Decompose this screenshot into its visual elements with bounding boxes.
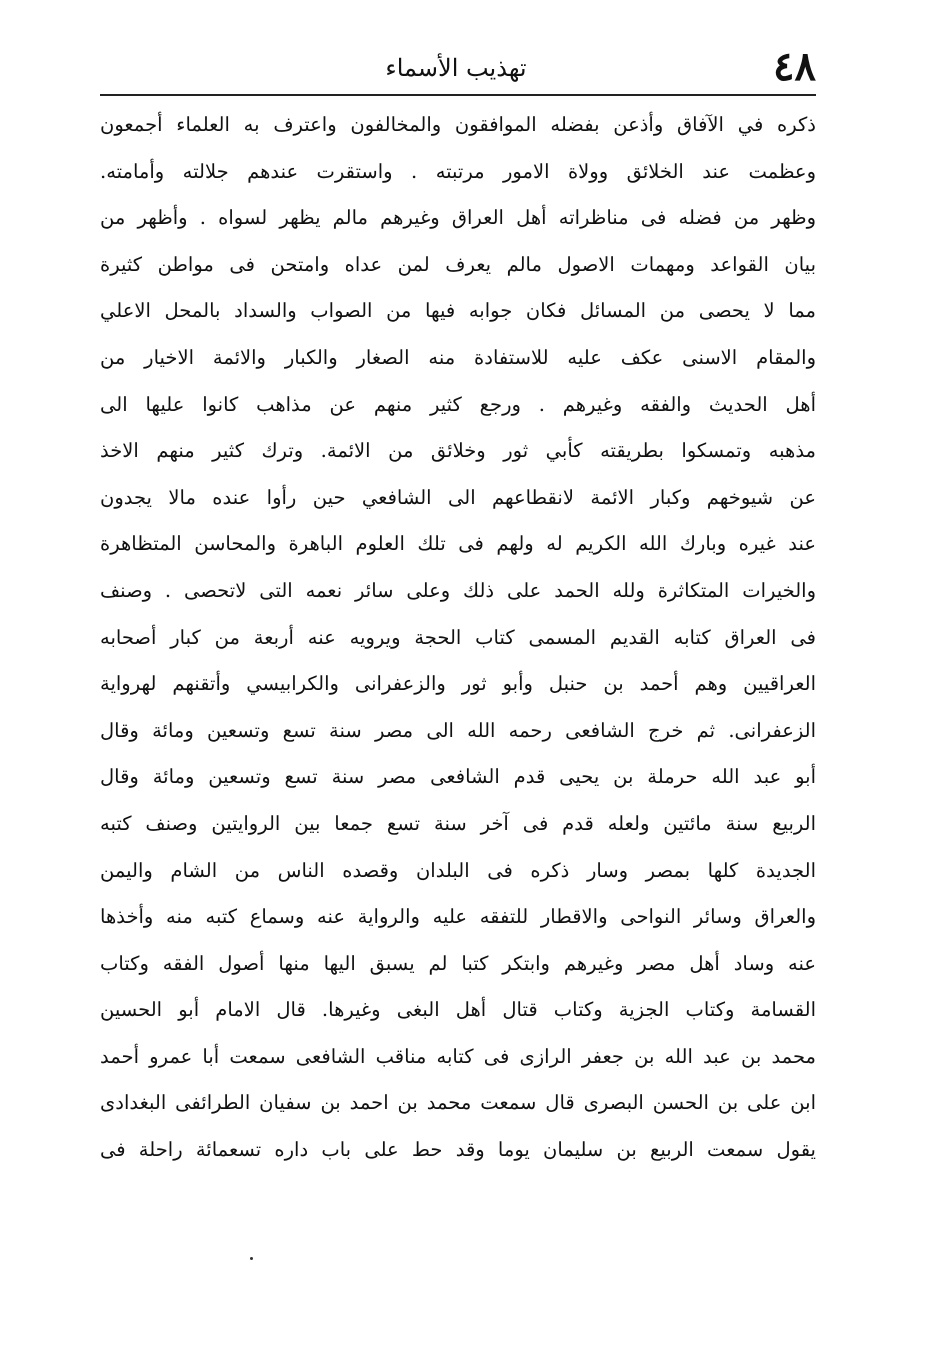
- text-line: وظهر من فضله فى مناظراته أهل العراق وغيرهم مالم يظهر لسواه . وأظهر من: [100, 206, 816, 230]
- text-line: والعراق وسائر النواحى والاقطار للتفقه عليه والرواية عنه وسماع كتبه منه وأخذها: [100, 905, 816, 929]
- text-line: عن شيوخهم وكبار الائمة لانقطاعهم الى الشافعي حين رأوا عنده مالا يجدون: [100, 485, 816, 509]
- text-line: عنه وساد أهل مصر وغيرهم وابتكر كتبا لم يسبق اليها منها أصول الفقه وكتاب: [100, 951, 816, 975]
- text-line: الجديدة كلها بمصر وسار ذكره فى البلدان وقصده الناس من الشام واليمن: [100, 858, 816, 882]
- text-line: فى العراق كتابه القديم المسمى كتاب الحجة ويرويه عنه أربعة من كبار أصحابه: [100, 625, 816, 649]
- text-line: القسامة وكتاب الجزية وكتاب قتال أهل البغى وغيرها. قال الامام أبو الحسين: [100, 998, 816, 1022]
- print-speck: [250, 1257, 253, 1260]
- page-number: ٤٨: [773, 43, 816, 90]
- text-line: الربيع سنة مائتين ولعله قدم فى آخر سنة تسع جمعا بين الروايتين وصنف كتبه: [100, 811, 816, 835]
- text-line: ذكره في الآفاق وأذعن بفضله الموافقون والمخالفون واعترف به العلماء أجمعون: [100, 113, 816, 136]
- text-line: ابن على بن الحسن البصرى قال سمعت محمد بن احمد بن سفيان الطرائفى البغدادى: [100, 1091, 816, 1115]
- page-header: [96, 42, 816, 92]
- text-line: الزعفرانى. ثم خرج الشافعى رحمه الله الى مصر سنة تسع وتسعين ومائة وقال: [100, 718, 816, 742]
- text-line: عند غيره وبارك الله الكريم له ولهم فى تلك العلوم الباهرة والمحاسن المتظاهرة: [100, 532, 816, 556]
- body-text: [100, 102, 816, 1174]
- text-line: أبو عبد الله حرملة بن يحيى قدم الشافعى مصر سنة تسع وتسعين ومائة وقال: [100, 765, 816, 789]
- text-line: والخيرات المتكاثرة ولله الحمد على ذلك وعلى سائر نعمه التى لاتحصى . وصنف: [100, 578, 816, 602]
- text-line: والمقام الاسنى عكف عليه للاستفادة منه الصغار والكبار والائمة الاخيار من: [100, 345, 816, 369]
- header-divider: [100, 94, 816, 96]
- running-title: تهذيب الأسماء: [385, 54, 527, 82]
- text-line: العراقيين وهم أحمد بن حنبل وأبو ثور والزعفرانى والكرابيسي وأتقنهم لهرواية: [100, 672, 816, 696]
- text-line: محمد بن عبد الله بن جعفر الرازى فى كتابه مناقب الشافعى سمعت أبا عمرو أحمد: [100, 1044, 816, 1068]
- text-line: مما لا يحصى من المسائل فكان جوابه فيها من الصواب والسداد بالمحل الاعلي: [100, 299, 816, 323]
- text-line: أهل الحديث والفقه وغيرهم . ورجع كثير منهم عن مذاهب كانوا عليها الى: [100, 392, 816, 416]
- text-line: مذهبه وتمسكوا بطريقته كأبي ثور وخلائق من الائمة. وترك كثير منهم الاخذ: [100, 439, 816, 463]
- text-line: يقول سمعت الربيع بن سليمان يوما وقد حط على باب داره تسعمائة راحلة فى: [100, 1138, 816, 1162]
- text-line: بيان القواعد ومهمات الاصول مالم يعرف لمن عداه وامتحن فى مواطن كثيرة: [100, 252, 816, 276]
- text-line: وعظمت عند الخلائق وولاة الامور مرتبته . واستقرت عندهم جلالته وأمامته.: [100, 159, 816, 183]
